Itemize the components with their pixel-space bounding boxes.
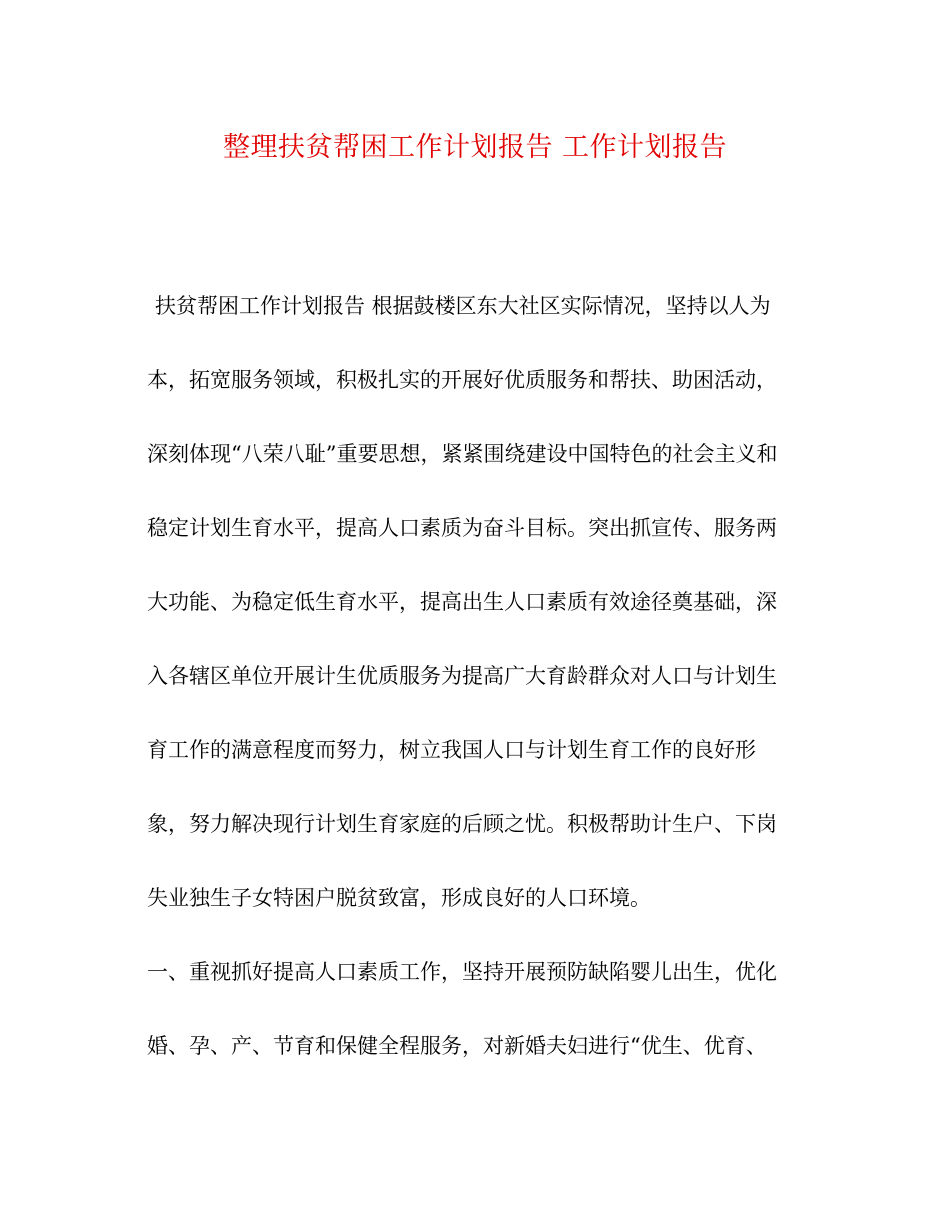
- document-title: 整理扶贫帮困工作计划报告 工作计划报告: [222, 132, 728, 163]
- body-line: 象，努力解决现行计划生育家庭的后顾之忧。积极帮助计生户、下岗: [147, 812, 777, 836]
- body-line: 大功能、为稳定低生育水平，提高出生人口素质有效途径奠基础，深: [147, 590, 777, 614]
- body-line: 深刻体现“八荣八耻”重要思想，紧紧围绕建设中国特色的社会主义和: [147, 442, 778, 466]
- body-line: 稳定计划生育水平，提高人口素质为奋斗目标。突出抓宣传、服务两: [147, 516, 777, 540]
- body-line: 扶贫帮困工作计划报告 根据鼓楼区东大社区实际情况，坚持以人为: [155, 294, 771, 318]
- body-line: 育工作的满意程度而努力，树立我国人口与计划生育工作的良好形: [147, 738, 756, 762]
- body-line: 婚、孕、产、节育和保健全程服务，对新婚夫妇进行“优生、优育、: [147, 1034, 767, 1058]
- body-line: 本，拓宽服务领域，积极扎实的开展好优质服务和帮扶、助困活动，: [147, 368, 777, 392]
- body-line: 失业独生子女特困户脱贫致富，形成良好的人口环境。: [147, 886, 651, 910]
- body-line: 一、重视抓好提高人口素质工作，坚持开展预防缺陷婴儿出生，优化: [147, 960, 777, 984]
- body-line: 入各辖区单位开展计生优质服务为提高广大育龄群众对人口与计划生: [147, 664, 777, 688]
- document-body: [147, 286, 807, 1100]
